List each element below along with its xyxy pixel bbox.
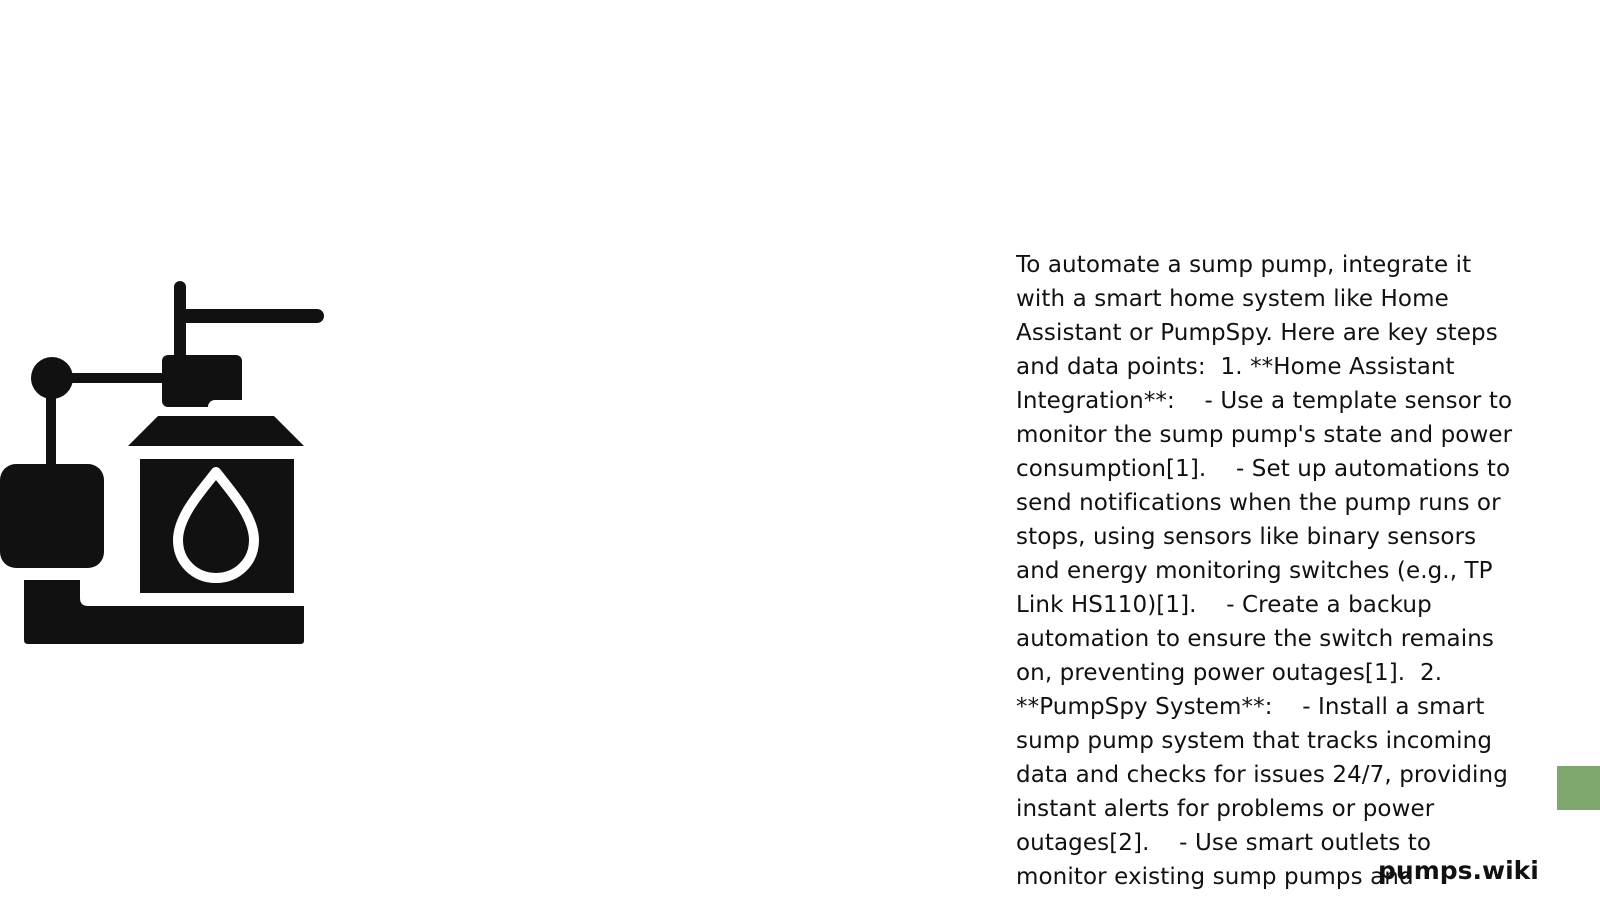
float-arm [52,373,164,383]
site-watermark: pumps.wiki [1378,856,1539,885]
pump-head [162,355,242,407]
float-rod [46,378,56,470]
sump-pump-icon [0,276,330,644]
article-text-block [1016,248,1522,900]
article-paragraph: To automate a sump pump, integrate it with a smart home system like Home Assistant or PumpSpy. Here are key steps and data points: 1. **Home Assistant Integration**: - Use a template sensor to monitor the sump pump's state and power consumption[1]. - Set up automations to send notifications when the pump runs or stops, using sensors like binary sensors and energy monitoring switches (e.g., TP Link HS110)[1]. - Create a backup automation to ensure the switch remains on, preventing power outages[1]. 2. **PumpSpy System**: - Install a smart sump pump system that tracks incoming data and checks for issues 24/7, providing instant alerts for problems or power outages[2]. - Use smart outlets to monitor existing sump pumps and [1016,252,1520,890]
float-block [0,464,104,568]
pump-shoulder [128,416,304,446]
green-side-tab [1557,766,1600,810]
head-notch [208,400,248,414]
pump-handle [174,309,324,323]
sump-pump-illustration [0,276,330,644]
